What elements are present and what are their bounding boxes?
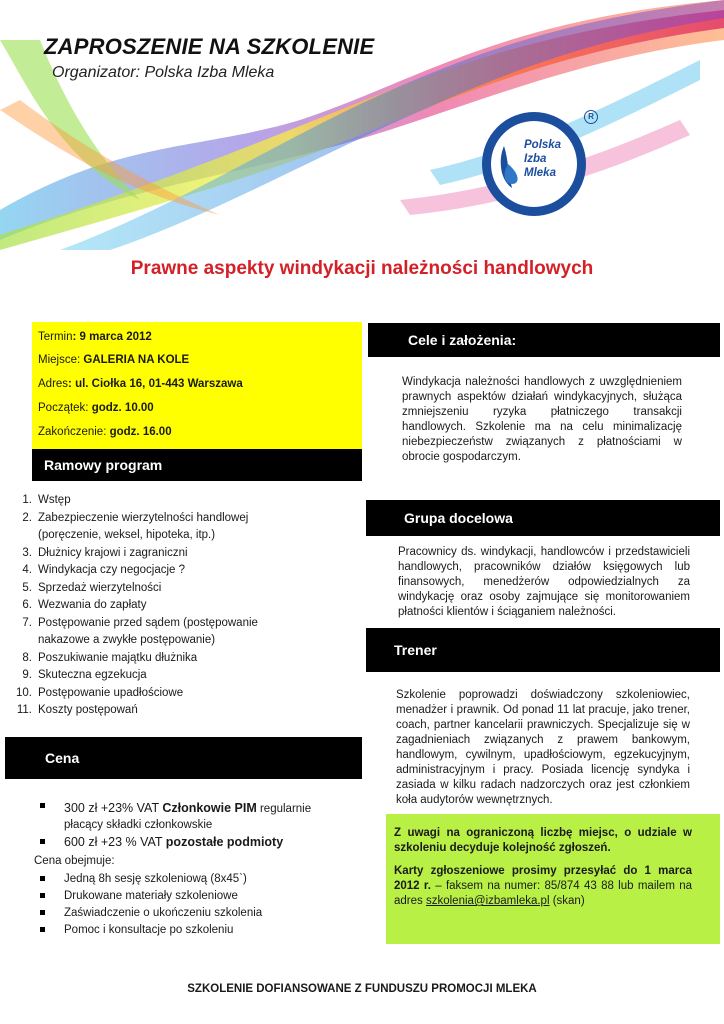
audience-heading: Grupa docelowa: [404, 510, 513, 526]
place-label: Miejsce:: [38, 354, 84, 366]
date-label: Termin: [38, 331, 73, 343]
includes-item: [40, 922, 360, 939]
goals-heading: Cele i założenia:: [408, 332, 517, 348]
start-label: Początek:: [38, 402, 92, 414]
program-item: [10, 510, 360, 528]
program-item-text: Koszty postępowań: [38, 704, 138, 716]
program-item: [10, 702, 360, 720]
address-value: : ul. Ciołka 16, 01-443 Warszawa: [68, 378, 243, 390]
training-info-box: [32, 322, 362, 450]
program-item-text: Wstęp: [38, 494, 71, 506]
price-heading: Cena: [45, 750, 80, 766]
program-item-number: 2.: [22, 511, 32, 524]
start-line: [38, 402, 154, 414]
goals-text: Windykacja należności handlowych z uwzględnieniem prawnych aspektów działań windykacyjnych, służąca zmniejszeniu ryzyka płatniczego transakcji handlowych. Szkolenie ma na celu minimalizację niebezpieczeństw związanych z płatnościami w obrocie gospodarczym.: [402, 376, 682, 463]
end-value: godz. 16.00: [109, 426, 172, 438]
date-line: [38, 331, 152, 343]
organizer-line: Organizator: Polska Izba Mleka: [52, 64, 275, 81]
program-heading: Ramowy program: [44, 457, 163, 473]
start-value: godz. 10.00: [91, 402, 154, 414]
includes-item: [40, 888, 360, 905]
price-members-amount: 300 zł +23% VAT: [64, 801, 163, 815]
program-item-text: Poszukiwanie majątku dłużnika: [38, 651, 198, 664]
footer-funding-note: SZKOLENIE DOFIANSOWANE Z FUNDUSZU PROMOCJI MLEKA: [187, 983, 537, 995]
place-value: GALERIA NA KOLE: [83, 354, 190, 366]
training-subject: Prawne aspekty windykacji należności handlowych: [130, 258, 594, 279]
address-line: [38, 378, 243, 390]
bullet-icon: [40, 893, 45, 898]
program-item-number: 6.: [22, 599, 32, 611]
notice-seats: Z uwagi na ograniczoną liczbę miejsc, o udziale w szkoleniu decyduje kolejność zgłoszeń.: [394, 827, 692, 854]
program-item: [10, 650, 360, 668]
program-item-text: Zabezpieczenie wierzytelności handlowej: [38, 511, 249, 524]
price-option-others: [40, 834, 360, 850]
price-includes-label: Cena obejmuje:: [34, 855, 115, 867]
program-item-number: 8.: [22, 651, 32, 664]
program-item-text: (poręczenie, weksel, hipoteka, itp.): [38, 529, 216, 541]
address-label: Adres: [38, 378, 69, 390]
goals-heading-bar: [368, 323, 720, 357]
date-value: : 9 marca 2012: [72, 331, 152, 343]
includes-item-text: Zaświadczenie o ukończeniu szkolenia: [64, 907, 263, 919]
notice-email-link[interactable]: szkolenia@izbamleka.pl: [425, 895, 550, 907]
price-others-amount: 600 zł +23 % VAT: [64, 835, 166, 849]
program-item: [10, 685, 360, 703]
program-item: [10, 632, 360, 650]
trainer-heading: Trener: [394, 642, 437, 658]
page-title: ZAPROSZENIE NA SZKOLENIE: [44, 34, 375, 59]
includes-item-text: Pomoc i konsultacje po szkoleniu: [64, 924, 234, 936]
program-item: [10, 597, 360, 615]
program-item-number: 10.: [16, 686, 32, 699]
program-item-number: 1.: [22, 494, 32, 506]
price-option-members: [40, 800, 360, 833]
bullet-icon: [40, 803, 45, 808]
logo-word-2: Izba: [524, 153, 547, 165]
polska-izba-mleka-logo: [478, 108, 590, 220]
program-item-text: Windykacja czy negocjacje ?: [38, 564, 186, 576]
notice-scan: (skan): [549, 895, 585, 907]
program-item-text: Dłużnicy krajowi i zagraniczni: [38, 546, 188, 559]
program-item: [10, 562, 360, 580]
price-includes-list: [40, 871, 360, 939]
program-item-number: 11.: [16, 704, 32, 716]
place-line: [38, 354, 189, 366]
bullet-icon: [40, 876, 45, 881]
price-members-line2: płacący składki członkowskie: [64, 819, 213, 831]
program-item: [10, 527, 360, 545]
includes-item: [40, 905, 360, 922]
program-item-text: nakazowe a zwykłe postępowanie): [38, 634, 216, 646]
registration-notice-box: [386, 814, 720, 944]
program-item: [10, 615, 360, 633]
program-item-text: Skuteczna egzekucja: [38, 669, 147, 681]
bullet-icon: [40, 927, 45, 932]
includes-item-text: Drukowane materiały szkoleniowe: [64, 890, 238, 902]
program-item: [10, 545, 360, 563]
program-item-text: Sprzedaż wierzytelności: [38, 581, 162, 594]
registered-mark-icon: [584, 110, 598, 124]
program-item-text: Wezwania do zapłaty: [38, 599, 147, 611]
end-line: [38, 426, 172, 438]
program-item-text: Postępowanie upadłościowe: [38, 686, 184, 699]
logo-word-1: Polska: [524, 139, 562, 151]
program-item: [10, 667, 360, 685]
end-label: Zakończenie:: [38, 426, 110, 438]
trainer-heading-bar: [366, 628, 720, 672]
price-others-label: pozostałe podmioty: [165, 835, 284, 849]
program-list: [10, 492, 360, 720]
price-members-rest: regularnie: [256, 803, 312, 815]
price-heading-bar: [5, 737, 362, 779]
program-item-number: 9.: [22, 669, 32, 681]
notice-submission: [394, 864, 692, 909]
program-item-number: 7.: [22, 616, 32, 629]
includes-item-text: Jedną 8h sesję szkoleniową (8x45`): [64, 873, 247, 885]
notice-fax: – faksem na numer: 85/874 43 88 lub mailem na adres: [394, 880, 692, 907]
price-members-label: Członkowie PIM: [162, 801, 257, 815]
program-item-text: Postępowanie przed sądem (postępowanie: [38, 616, 258, 629]
logo-word-3: Mleka: [524, 167, 556, 179]
audience-heading-bar: [366, 500, 720, 536]
notice-deadline: Karty zgłoszeniowe prosimy przesyłać do 1 marca 2012 r.: [394, 865, 692, 892]
bullet-icon: [40, 910, 45, 915]
bullet-icon: [40, 839, 45, 844]
audience-text: Pracownicy ds. windykacji, handlowców i przedstawicieli handlowych, pracowników działów księgowych lub finansowych, menedżerów odpowiedzialnych za windykację oraz osoby zajmujące się monitorowaniem płatności klientów i ściąganiem należności.: [398, 546, 690, 618]
registered-mark-text: R: [588, 112, 594, 121]
program-item-number: 4.: [22, 564, 32, 576]
program-item-number: 3.: [22, 546, 32, 559]
program-item-number: 5.: [22, 581, 32, 594]
trainer-text: Szkolenie poprowadzi doświadczony szkoleniowiec, menadżer i prawnik. Od ponad 11 lat pracuje, jako trener, coach, partner kancelarii prawniczych. Specjalizuje się w zagadnieniach związanych z prawem bankowym, handlowym, cywilnym, upadłościowym, egzekucyjnym, administracyjnym i pracy. Posiada licencję syndyka i zasiada w kilku radach nadzorczych oraz jest członkiem koła audytorów wewnętrznych.: [396, 689, 690, 806]
program-item: [10, 492, 360, 510]
program-heading-bar: [32, 449, 362, 481]
program-item: [10, 580, 360, 598]
includes-item: [40, 871, 360, 888]
